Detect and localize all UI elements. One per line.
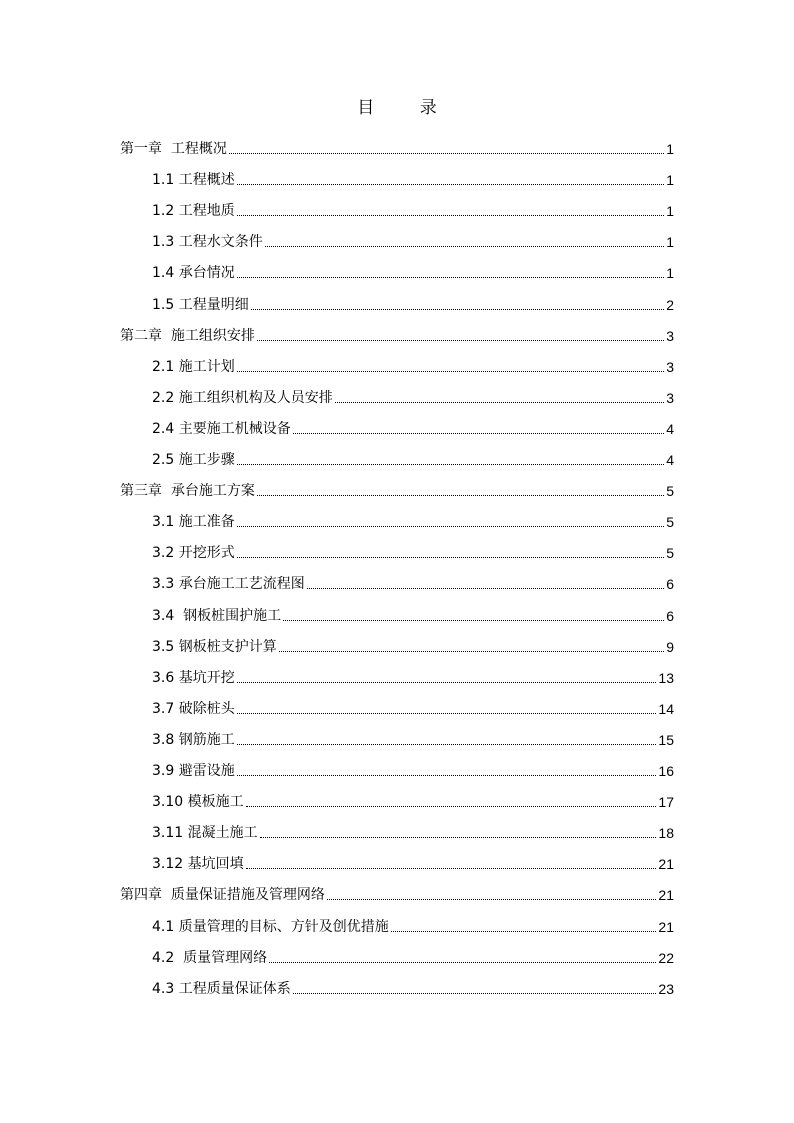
toc-dot-leader [265, 245, 664, 247]
toc-dot-leader [257, 494, 664, 496]
toc-section-entry[interactable] [152, 569, 674, 593]
toc-page-number: 1 [666, 203, 674, 219]
toc-dot-leader [257, 339, 664, 341]
toc-page-number: 14 [658, 701, 674, 717]
toc-entry-label: 3.11 混凝土施工 [152, 825, 258, 841]
toc-page-number: 18 [658, 825, 674, 841]
toc-page-number: 21 [658, 887, 674, 903]
toc-dot-leader [237, 712, 657, 714]
toc-page-number: 17 [658, 794, 674, 810]
toc-section-entry[interactable] [152, 725, 674, 749]
toc-dot-leader [237, 214, 664, 216]
toc-section-entry[interactable] [152, 601, 674, 625]
toc-section-entry[interactable] [152, 352, 674, 376]
toc-dot-leader [237, 743, 657, 745]
toc-entry-label: 1.1 工程概述 [152, 172, 235, 188]
toc-entry-label: 4.3 工程质量保证体系 [152, 981, 291, 997]
toc-section-entry[interactable] [152, 663, 674, 687]
toc-dot-leader [269, 961, 656, 963]
toc-dot-leader [307, 587, 664, 589]
toc-dot-leader [391, 930, 657, 932]
toc-page-number: 4 [666, 421, 674, 437]
toc-dot-leader [237, 556, 664, 558]
toc-page-number: 3 [666, 390, 674, 406]
toc-dot-leader [293, 432, 664, 434]
toc-entry-label: 4.2 质量管理网络 [152, 950, 268, 966]
toc-page-number: 22 [658, 950, 674, 966]
toc-dot-leader [237, 276, 664, 278]
toc-section-entry[interactable] [152, 227, 674, 251]
toc-chapter-entry[interactable] [120, 134, 674, 158]
toc-dot-leader [279, 650, 664, 652]
toc-title: 目 录 [357, 98, 457, 118]
toc-dot-leader [327, 898, 657, 900]
toc-section-entry[interactable] [152, 538, 674, 562]
toc-entry-label: 3.5 钢板桩支护计算 [152, 639, 277, 655]
toc-page-number: 5 [666, 545, 674, 561]
toc-page-number: 13 [658, 670, 674, 686]
toc-dot-leader [246, 867, 657, 869]
toc-page-number: 1 [666, 141, 674, 157]
toc-section-entry[interactable] [152, 818, 674, 842]
toc-section-entry[interactable] [152, 165, 674, 189]
toc-entry-label: 3.2 开挖形式 [152, 545, 235, 561]
toc-chapter-entry[interactable] [120, 880, 674, 904]
toc-entry-label: 3.10 模板施工 [152, 794, 244, 810]
toc-entry-label: 2.5 施工步骤 [152, 452, 235, 468]
toc-chapter-entry[interactable] [120, 476, 674, 500]
toc-page-number: 3 [666, 328, 674, 344]
toc-page-number: 16 [658, 763, 674, 779]
toc-dot-leader [237, 681, 657, 683]
toc-page-number: 23 [658, 981, 674, 997]
toc-section-entry[interactable] [152, 258, 674, 282]
toc-section-entry[interactable] [152, 632, 674, 656]
toc-entry-label: 3.8 钢筋施工 [152, 732, 235, 748]
toc-section-entry[interactable] [152, 196, 674, 220]
toc-section-entry[interactable] [152, 912, 674, 936]
toc-section-entry[interactable] [152, 943, 674, 967]
toc-section-entry[interactable] [152, 849, 674, 873]
toc-section-entry[interactable] [152, 756, 674, 780]
toc-section-entry[interactable] [152, 414, 674, 438]
toc-page-number: 4 [666, 452, 674, 468]
toc-page-number: 1 [666, 172, 674, 188]
toc-page-number: 2 [666, 297, 674, 313]
toc-page-number: 21 [658, 856, 674, 872]
toc-entry-label: 2.1 施工计划 [152, 359, 235, 375]
toc-entry-label: 3.3 承台施工工艺流程图 [152, 576, 305, 592]
toc-entry-label: 2.2 施工组织机构及人员安排 [152, 390, 333, 406]
toc-entry-label: 4.1 质量管理的目标、方针及创优措施 [152, 919, 389, 935]
toc-section-entry[interactable] [152, 787, 674, 811]
toc-section-entry[interactable] [152, 445, 674, 469]
toc-section-entry[interactable] [152, 383, 674, 407]
toc-entry-label: 1.4 承台情况 [152, 265, 235, 281]
toc-entry-label: 3.7 破除桩头 [152, 701, 235, 717]
toc-entry-label: 3.9 避雷设施 [152, 763, 235, 779]
toc-page-number: 1 [666, 265, 674, 281]
toc-entry-label: 3.1 施工准备 [152, 514, 235, 530]
toc-page-number: 5 [666, 514, 674, 530]
toc-dot-leader [293, 992, 657, 994]
toc-dot-leader [237, 463, 664, 465]
toc-page-number: 15 [658, 732, 674, 748]
toc-entry-label: 1.3 工程水文条件 [152, 234, 263, 250]
toc-dot-leader [283, 619, 664, 621]
toc-entry-label: 2.4 主要施工机械设备 [152, 421, 291, 437]
toc-page-number: 9 [666, 639, 674, 655]
toc-entry-label: 第二章 施工组织安排 [120, 328, 255, 344]
toc-entry-label: 第三章 承台施工方案 [120, 483, 255, 499]
toc-page-number: 6 [666, 608, 674, 624]
toc-dot-leader [260, 836, 657, 838]
toc-section-entry[interactable] [152, 974, 674, 998]
toc-page-number: 1 [666, 234, 674, 250]
toc-entry-label: 3.4 钢板桩围护施工 [152, 608, 282, 624]
toc-entry-label: 3.12 基坑回填 [152, 856, 244, 872]
toc-dot-leader [229, 152, 664, 154]
toc-entry-label: 第四章 质量保证措施及管理网络 [120, 887, 325, 903]
toc-dot-leader [237, 525, 664, 527]
toc-entry-label: 第一章 工程概况 [120, 141, 227, 157]
toc-chapter-entry[interactable] [120, 321, 674, 345]
toc-section-entry[interactable] [152, 507, 674, 531]
toc-page-number: 6 [666, 576, 674, 592]
toc-section-entry[interactable] [152, 694, 674, 718]
toc-dot-leader [237, 183, 664, 185]
toc-entry-label: 1.5 工程量明细 [152, 297, 249, 313]
toc-dot-leader [335, 401, 664, 403]
toc-page-number: 21 [658, 919, 674, 935]
toc-page-number: 3 [666, 359, 674, 375]
toc-entry-label: 1.2 工程地质 [152, 203, 235, 219]
toc-dot-leader [237, 774, 657, 776]
toc-dot-leader [237, 370, 664, 372]
toc-entry-label: 3.6 基坑开挖 [152, 670, 235, 686]
toc-dot-leader [251, 308, 664, 310]
toc-dot-leader [246, 805, 657, 807]
toc-page-number: 5 [666, 483, 674, 499]
toc-section-entry[interactable] [152, 290, 674, 314]
